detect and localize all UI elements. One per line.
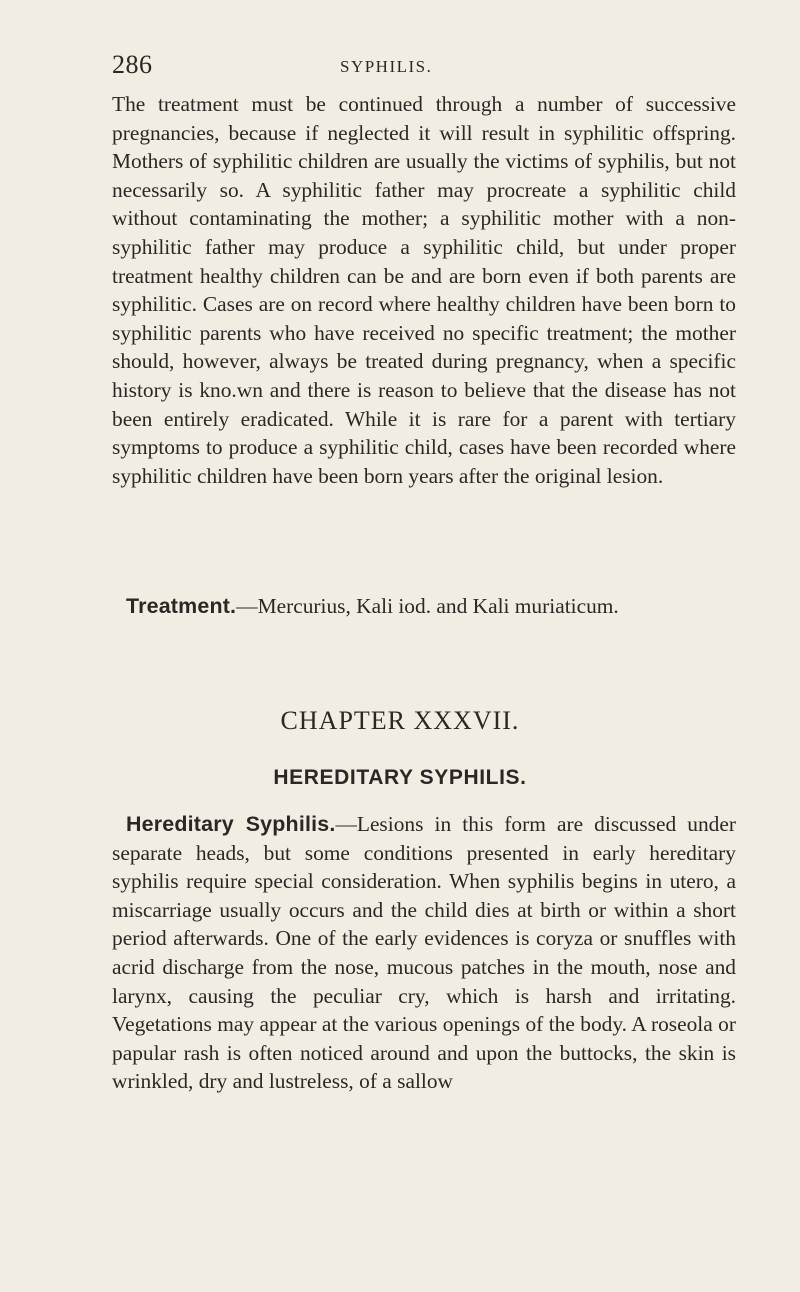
section-title: HEREDITARY SYPHILIS. — [273, 766, 527, 789]
paragraph-treatment — [112, 592, 736, 621]
running-head — [0, 50, 800, 80]
running-title: SYPHILIS. — [340, 57, 433, 76]
paragraph-hereditary-syphilis — [112, 810, 736, 1096]
treatment-remedies: —Mercurius, Kali iod. and Kali muriaticum. — [236, 594, 619, 618]
paragraph-pregnancy-treatment: The treatment must be continued through a number of successive pregnancies, because if neglected it will result in syphilitic offspring. Mothers of syphilitic children are usually the victims of syphilis, but not necessarily so. A syphilitic father may procreate a syphilitic child without contaminating the mother; a syphilitic mother with a non-syphilitic father may produce a syphilitic child, but under proper treatment healthy children can be and are born even if both parents are syphilitic. Cases are on record where healthy children have been born to syphilitic parents who have received no specific treatment; the mother should, however, always be treated during pregnancy, when a specific history is kno.wn and there is reason to believe that the disease has not been entirely eradicated. While it is rare for a parent with tertiary symptoms to produce a syphilitic child, cases have been recorded where syphilitic children have been born years after the original lesion. — [112, 92, 736, 488]
hereditary-syphilis-heading: Hereditary Syphilis. — [126, 812, 336, 836]
page-number: 286 — [112, 50, 153, 79]
treatment-heading: Treatment. — [126, 594, 237, 618]
hereditary-syphilis-text: —Lesions in this form are discussed under separate heads, but some conditions presented in early hereditary syphilis require special consideration. When syphilis begins in utero, a miscarriage usually occurs and the child dies at birth or within a short period afterwards. One of the early evidences is coryza or snuffles with acrid discharge from the nose, mucous patches in the mouth, nose and larynx, causing the peculiar cry, which is harsh and irritating. Vegetations may appear at the various openings of the body. A roseola or papular rash is often noticed around and upon the buttocks, the skin is wrinkled, dry and lustreless, of a sallow — [112, 812, 736, 1094]
chapter-title: CHAPTER XXXVII. — [280, 706, 520, 735]
